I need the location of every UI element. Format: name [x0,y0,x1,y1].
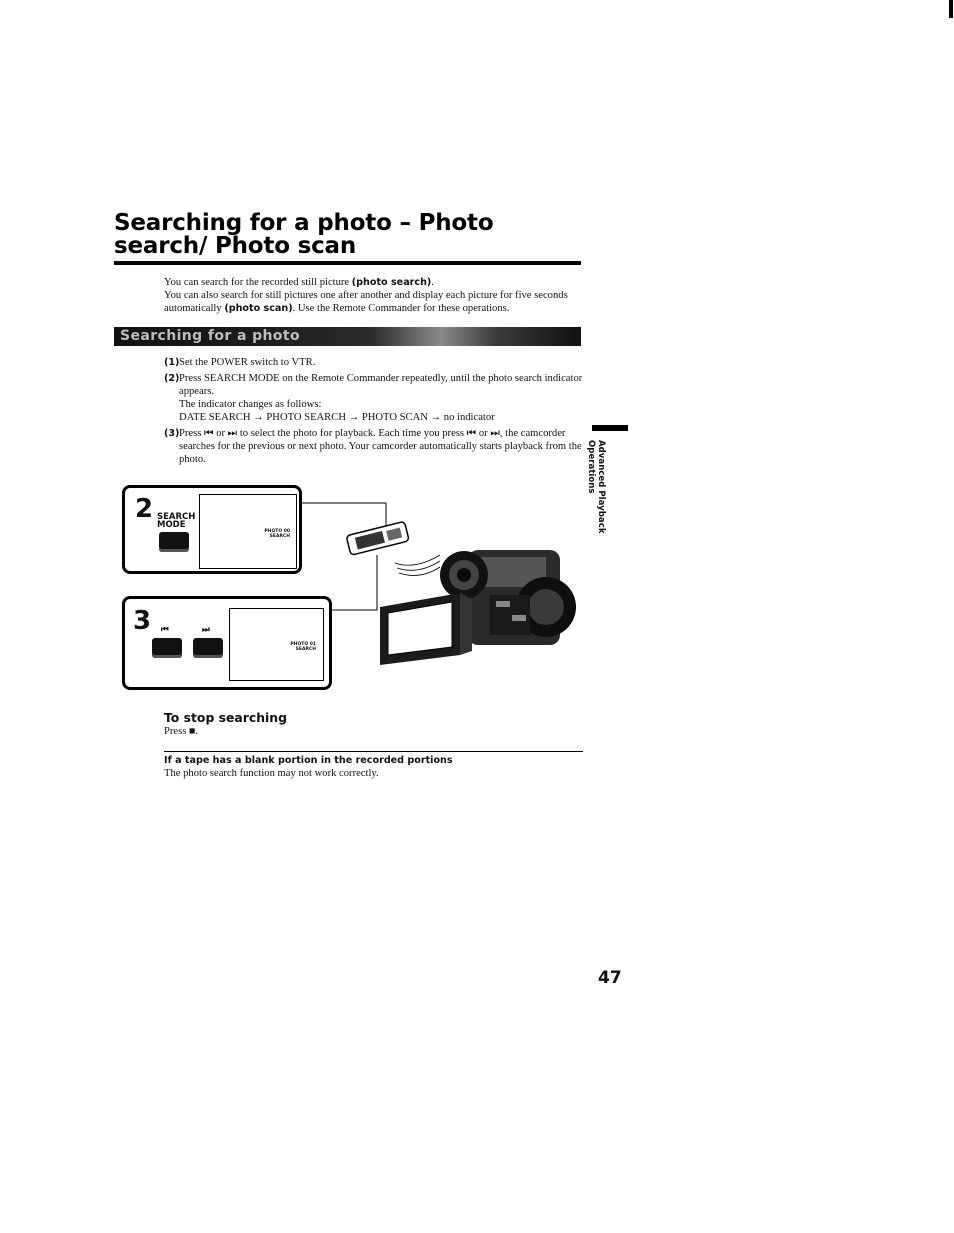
step-text-line-3: DATE SEARCH → PHOTO SEARCH → PHOTO SCAN → no indicator [179,412,495,423]
camcorder-illustration [300,495,590,695]
step-text-line-2: The indicator changes as follows: [179,399,322,410]
step-text: Set the POWER switch to VTR. [179,357,316,368]
screen-indicator: PHOTO 00 SEARCH [264,529,290,539]
step-number: (2) [164,373,180,384]
title-rule [114,261,581,265]
step-text: Press SEARCH MODE on the Remote Commander repeatedly, until the photo search indicator appears. [179,373,583,397]
next-button[interactable] [193,638,223,658]
step-3 [164,427,584,466]
prev-label: ⏮ [161,625,169,635]
intro-line-1: You can search for the recorded still picture (photo search). [164,277,434,288]
page-number: 47 [598,968,622,988]
panel-step-number: 3 [133,606,152,636]
search-mode-button[interactable] [159,532,189,552]
panel-step-number: 2 [135,494,154,524]
viewfinder-screen [199,494,297,569]
screen-indicator: PHOTO 01 SEARCH [290,642,316,652]
next-label: ⏭ [202,625,210,635]
note-heading: If a tape has a blank portion in the recorded portions [164,755,453,766]
page-title: Searching for a photo – Photo search/ Photo scan [114,210,494,259]
viewfinder-screen [229,608,324,681]
step-number: (3) [164,428,180,439]
section-heading-bar [114,327,581,346]
intro-text [164,276,584,315]
chapter-side-label: Advanced Playback Operations [586,440,606,534]
step-list [164,356,584,469]
edge-bleed-mark [949,0,953,18]
step-text: Press ⏮ or ⏭ to select the photo for playback. Each time you press ⏮ or ⏭, the camcorder searches for the previous or next photo. Your camcorder automatically starts playback from the photo. [179,428,582,465]
search-mode-label: SEARCH MODE [157,512,196,530]
intro-line-2: You can also search for still pictures one after another and display each picture for five seconds automatically (photo scan). Use the Remote Commander for these operations. [164,290,568,314]
step-number: (1) [164,357,180,368]
section-heading: Searching for a photo [120,328,300,344]
step-2 [164,372,584,424]
prev-button[interactable] [152,638,182,658]
stop-body: Press ■. [164,726,199,737]
chapter-tab-bar [592,425,628,431]
note-body: The photo search function may not work correctly. [164,768,379,779]
note-rule [164,751,583,752]
panel-step-3 [122,596,332,690]
step-1 [164,356,584,369]
stop-heading: To stop searching [164,710,287,725]
panel-step-2 [122,485,302,574]
